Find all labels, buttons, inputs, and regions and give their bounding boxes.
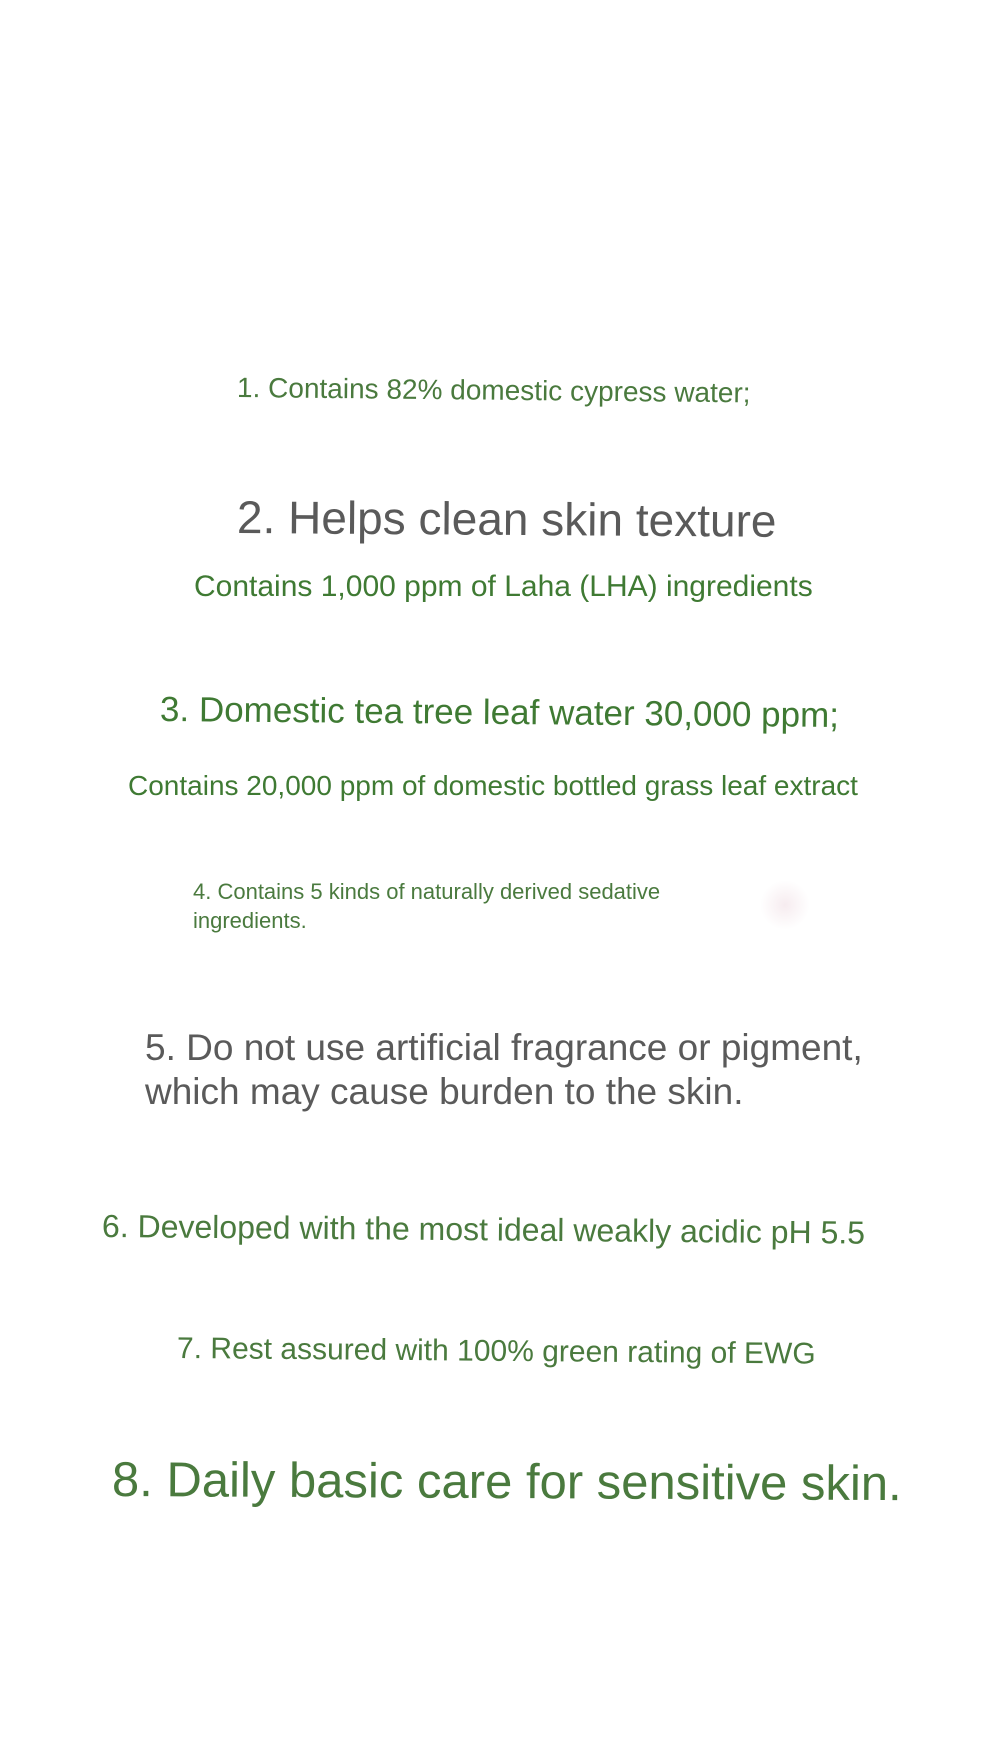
decorative-smudge — [760, 880, 810, 930]
feature-3-subtitle: Contains 20,000 ppm of domestic bottled grass leaf extract — [128, 770, 858, 801]
feature-7: 7. Rest assured with 100% green rating of EWG — [176, 1332, 816, 1371]
feature-6: 6. Developed with the most ideal weakly acidic pH 5.5 — [101, 1208, 866, 1251]
feature-5: 5. Do not use artificial fragrance or pigment, which may cause burden to the skin. — [145, 1027, 863, 1112]
feature-8: 8. Daily basic care for sensitive skin. — [111, 1453, 902, 1512]
feature-4: 4. Contains 5 kinds of naturally derived sedative ingredients. — [193, 879, 661, 933]
feature-2-title: 2. Helps clean skin texture — [236, 491, 777, 547]
feature-3-title: 3. Domestic tea tree leaf water 30,000 ppm; — [159, 690, 840, 735]
feature-2-subtitle: Contains 1,000 ppm of Laha (LHA) ingredients — [194, 570, 813, 603]
feature-1: 1. Contains 82% domestic cypress water; — [236, 372, 751, 409]
